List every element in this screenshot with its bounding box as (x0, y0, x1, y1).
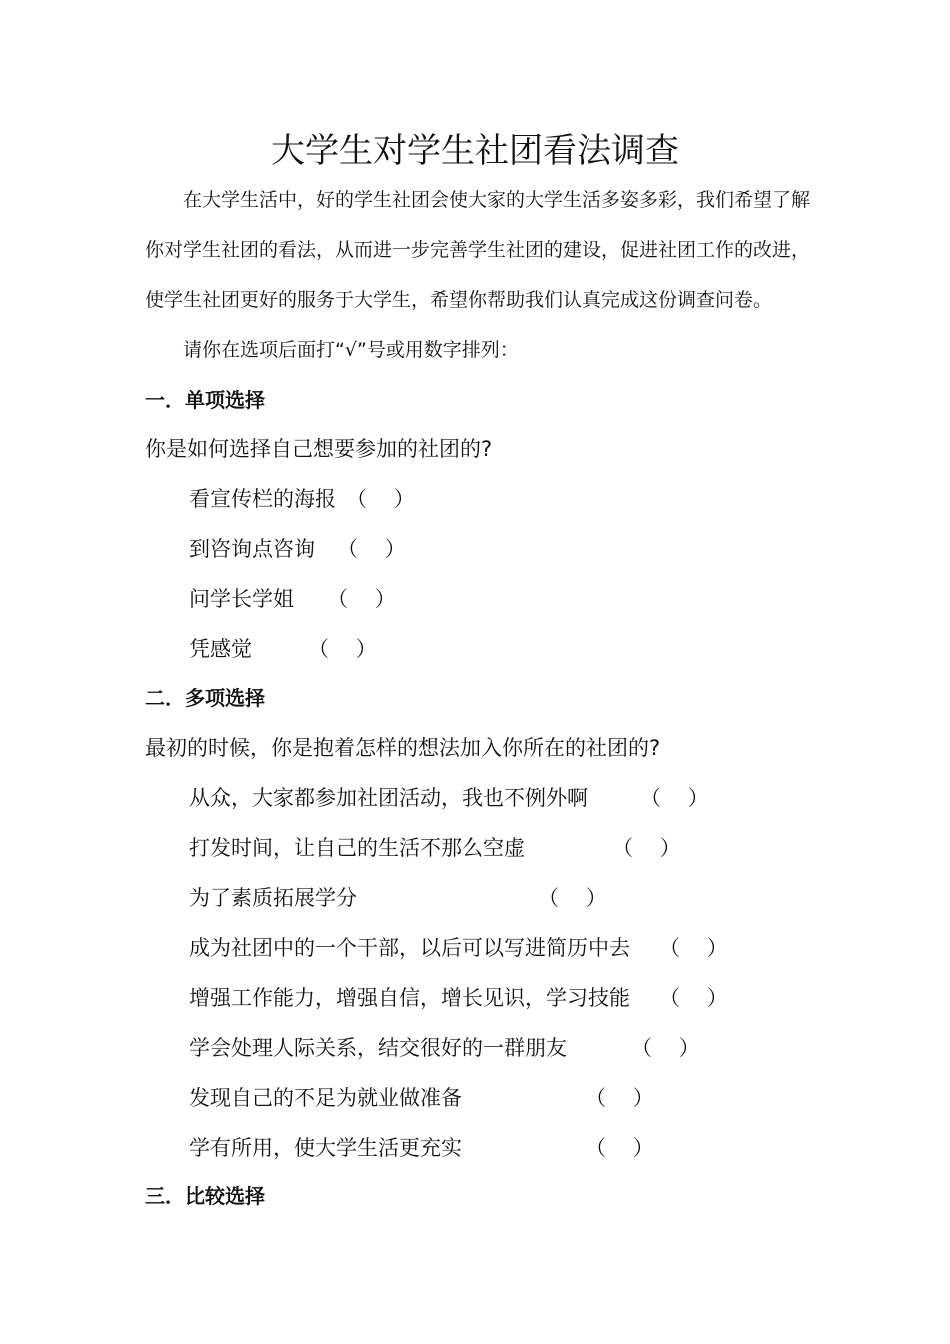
answer-blank[interactable]: （ ） (659, 986, 728, 1010)
option-text: 发现自己的不足为就业做准备 (189, 1086, 462, 1110)
answer-blank[interactable]: （ ） (640, 786, 709, 810)
answer-blank[interactable]: （ ） (612, 836, 681, 860)
answer-blank[interactable]: （ ） (538, 886, 607, 910)
option-text: 凭感觉 (189, 637, 252, 661)
question-1: 你是如何选择自己想要参加的社团的? (145, 437, 493, 461)
answer-blank[interactable]: （ ） (585, 1136, 654, 1160)
section-heading-single-choice: 一．单项选择 (145, 388, 265, 412)
answer-blank[interactable]: （ ） (327, 587, 396, 611)
intro-line-3: 使学生社团更好的服务于大学生，希望你帮助我们认真完成这份调查问卷。 (145, 289, 773, 311)
question-2: 最初的时候，你是抱着怎样的想法加入你所在的社团的? (145, 736, 661, 760)
option-text: 到咨询点咨询 (189, 537, 315, 561)
option-text: 学有所用，使大学生活更充实 (189, 1136, 462, 1160)
page-title: 大学生对学生社团看法调查 (271, 131, 679, 171)
option-text: 学会处理人际关系，结交很好的一群朋友 (189, 1036, 567, 1060)
option-text: 从众，大家都参加社团活动，我也不例外啊 (189, 786, 588, 810)
answer-blank[interactable]: （ ） (585, 1086, 654, 1110)
option-text: 打发时间，让自己的生活不那么空虚 (189, 836, 525, 860)
option-text: 看宣传栏的海报 (189, 487, 336, 511)
option-text: 问学长学姐 (189, 587, 294, 611)
answer-blank[interactable]: （ ） (337, 537, 406, 561)
answer-blank[interactable]: （ ） (631, 1036, 700, 1060)
option-text: 成为社团中的一个干部，以后可以写进简历中去 (189, 936, 630, 960)
option-text: 为了素质拓展学分 (189, 886, 357, 910)
instruction-text: 请你在选项后面打“√”号或用数字排列： (183, 339, 519, 361)
answer-blank[interactable]: （ ） (346, 487, 415, 511)
answer-blank[interactable]: （ ） (659, 936, 728, 960)
section-heading-multiple-choice: 二．多项选择 (145, 686, 265, 710)
answer-blank[interactable]: （ ） (308, 637, 377, 661)
intro-line-2: 你对学生社团的看法，从而进一步完善学生社团的建设，促进社团工作的改进， (145, 239, 811, 261)
intro-line-1: 在大学生活中，好的学生社团会使大家的大学生活多姿多彩，我们希望了解 (183, 189, 811, 211)
section-heading-comparison: 三．比较选择 (145, 1184, 265, 1208)
option-text: 增强工作能力，增强自信，增长见识，学习技能 (189, 986, 630, 1010)
